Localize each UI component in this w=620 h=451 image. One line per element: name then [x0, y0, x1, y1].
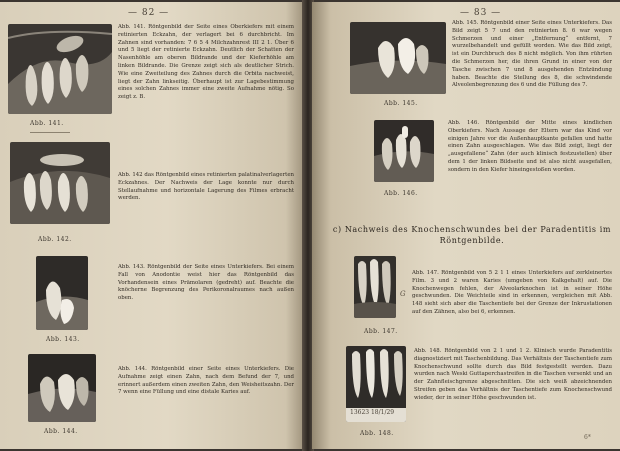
figure-text-142: Abb. 142 das Röntgenbild eines retinierten palatinalverlagerten Eckzahnes. Der Nachweis der Lage konnte nur durch Stellaufnahme und horizontale Lagerung des Filmes erbracht werden. [118, 172, 294, 202]
figure-caption-143: Abb. 143. [46, 336, 80, 343]
figure-text-141: Abb. 141. Röntgenbild der Seite eines Oberkiefers mit einem retinierten Eckzahn, der verlagert bei 6 durchbricht. Im Zahnen sind vorhanden: 7 6 5 4 Milchzahnrest III 2 1. Über 6 und 5 liegt der retinierte Eckzahn. Deutlich der Schatten der Nasenhöhle am oberen Bildrande und der Kieferhöhle am linken Bildrande. Die Grenze zeigt sich als deutlicher Strich. Wie eine Zweiteilung des Zahnes durch die Orbita nachweist, liegt der Zahn linkseitig. Überhaupt ist zur Lagebestimmung eines solchen Zahnes immer eine zweite Aufnahme nötig. So zeigt z. B. [118, 24, 294, 101]
figure-caption-145: Abb. 145. [384, 100, 418, 107]
figure-text-146: Abb. 146. Röntgenbild der Mitte eines kindlichen Oberkiefers. Nach Aussage der Eltern war das Kind vor einigen Jahre vor die Außenhauptkante gefallen und hatte einen Zahn ausgeschlagen. Wie das Bild zeigt, liegt der „ausgefallene“ Zahn (der auch klinisch festzustellen) über dem 1 der linken Bildseite und ist also nicht ausgefallen, sondern in den Kiefer hineingestoßen worden. [448, 120, 612, 173]
figure-caption-147: Abb. 147. [364, 328, 398, 335]
section-heading: c) Nachweis des Knochenschwundes bei der Paradentitis im Röntgenbilde. [332, 225, 612, 245]
xray-figure-145 [350, 22, 446, 94]
xray-figure-148 [346, 346, 406, 422]
left-page [0, 2, 304, 449]
signature-mark: 6* [584, 434, 591, 441]
xray-figure-146 [374, 120, 434, 182]
xray-figure-142 [10, 142, 110, 224]
xray-figure-147 [354, 256, 396, 318]
page-number-right: — 83 — [460, 8, 502, 18]
xray-figure-143 [36, 256, 88, 330]
right-page [312, 2, 620, 449]
xray-figure-144 [28, 354, 96, 422]
page-number-left: — 82 — [128, 8, 170, 18]
figure-caption-141: Abb. 141. [30, 120, 64, 127]
figure-text-145: Abb. 145. Röntgenbild einer Seite eines Unterkiefers. Das Bild zeigt 5 7 und den retinierten 8. 6 war wegen Schmerzen und einer „Entfernung“ entfernt, 7 wurzelbehandelt und gefüllt worden. Wie das Bild zeigt, ist ein Durchbruch des 8 nicht möglich. Von ihm rührten die Schmerzen her, die ihren Grund in einer von der Tasche zwischen 7 und 8 ausgehenden Entzündung haben. Beachte die Stellung des 8, die schwindende Alveolenbegrenzung des 6 und die Füllung des 7. [452, 20, 612, 89]
figure-caption-146: Abb. 146. [384, 190, 418, 197]
margin-mark: G [400, 290, 406, 298]
figure-text-143: Abb. 143. Röntgenbild der Seite eines Unterkiefers. Bei einem Fall von Anodontie weist hier das Röntgenbild das Vorhandensein eines Prämolaren (gedreht) auf. Beachte die knöcherne Begrenzung des Perikoronalraumes nach außen oben. [118, 264, 294, 302]
figure-text-147: Abb. 147. Röntgenbild von 5 2 1 1 eines Unterkiefers auf zerkleinertes Film. 3 und 2 waren Karies (umgeben von Kalkgehalt) auf. Die Knochenwegen fehlen, der Alveolarknochen ist in seiner Höhe geschwunden. Die Weichteile sind in erkennen, vergleichen mit Abb. 148 sieht sich aber die Taschentiefe bei der Grenze der Inkrustationen auf den Zähnen, also bei 6, erkennen. [412, 270, 612, 315]
xray-figure-141 [8, 24, 112, 114]
figure-text-144: Abb. 144. Röntgenbild einer Seite eines Unterkiefers. Die Aufnahme zeigt einen Zahn, nach dem Befund der 7, und erinnert außerdem einen zweiten Zahn, den Weisheitszahn. Der 7 wenn eine Füllung und eine distale Karies auf. [118, 366, 294, 396]
figure-text-148: Abb. 148. Röntgenbild von 2 1 und 1 2. Klinisch wurde Paradentitis diagnostiziert mit Taschenbildung. Das Verhältnis der Taschentiefe zum Knochenschwund sollte durch das Bild festgestellt werden. Dazu wurden nach Weski Guttaperchastreifen in die Taschen versenkt und an der Zahnfleischgrenze abgeschnitten. Die sich weiß abzeichnenden Streifen geben das Verhältnis der Taschentiefe zum Knochenschwund wieder, der in seiner Höhe geschwunden ist. [414, 348, 612, 401]
figure-caption-144: Abb. 144. [44, 428, 78, 435]
figure-caption-142: Abb. 142. [38, 236, 72, 243]
divider [30, 132, 70, 133]
xray-stamp-148: 13623 18/1/29 [350, 409, 395, 416]
figure-caption-148: Abb. 148. [360, 430, 394, 437]
